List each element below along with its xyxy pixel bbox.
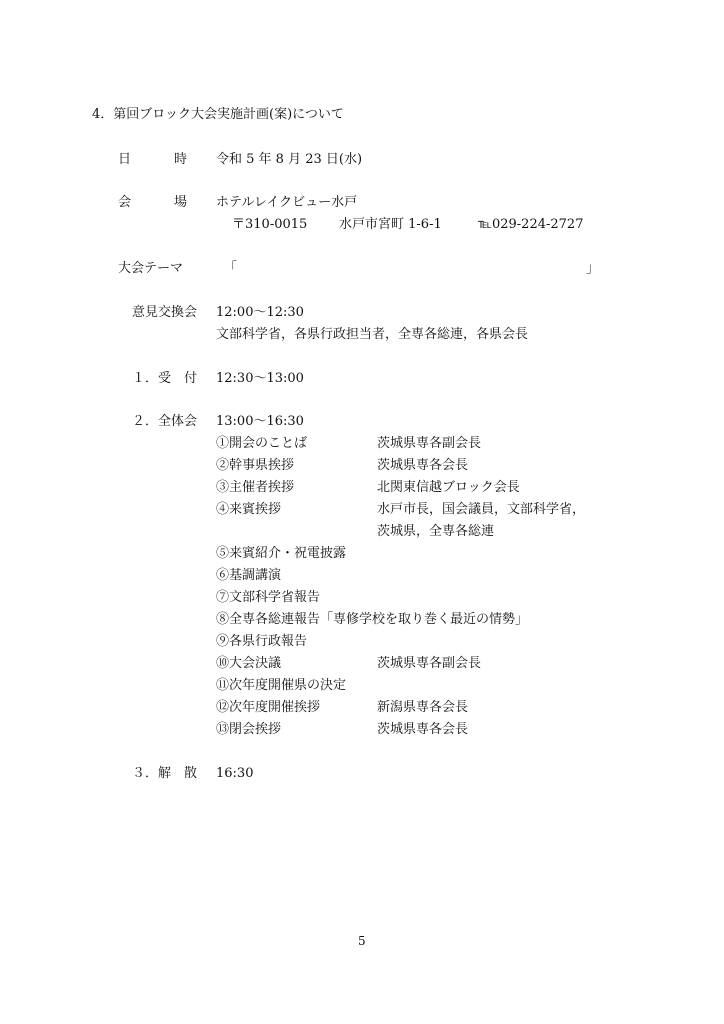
program-speaker: 茨城県専各会長 xyxy=(377,458,469,473)
plenary-time: 13:00～16:30 xyxy=(216,414,304,429)
program-speaker: 北関東信越ブロック会長 xyxy=(377,480,520,495)
program-item: ⑧全専各総連報告「専修学校を取り巻く最近の情勢」 xyxy=(216,612,529,627)
program-item: ⑦文部科学省報告 xyxy=(216,590,321,605)
date-value: 令和 5 年 8 月 23 日(水) xyxy=(216,152,363,167)
program-item: ⑨各県行政報告 xyxy=(216,634,308,649)
reception-label: １．受 付 xyxy=(132,371,198,386)
program-speaker-continued: 茨城県，全専各総連 xyxy=(377,524,495,539)
program-item: ⑫次年度開催挨拶 xyxy=(216,700,321,715)
program-item: ③主催者挨拶 xyxy=(216,480,295,495)
venue-postal: 〒310-0015 xyxy=(232,217,308,232)
program-speaker: 新潟県専各会長 xyxy=(377,700,469,715)
date-label-1: 日 xyxy=(118,152,132,167)
program-speaker: 茨城県専各会長 xyxy=(377,722,469,737)
exchange-participants: 文部科学省，各県行政担当者，全専各総連，各県会長 xyxy=(216,327,529,342)
venue-address: 水戸市宮町 1-6-1 xyxy=(339,217,442,232)
reception-time: 12:30～13:00 xyxy=(216,371,304,386)
dismissal-time: 16:30 xyxy=(216,766,254,781)
program-speaker: 茨城県専各副会長 xyxy=(377,436,482,451)
theme-close-bracket: 」 xyxy=(586,261,600,276)
theme-label: 大会テーマ xyxy=(118,261,184,276)
program-item: ⑪次年度開催県の決定 xyxy=(216,678,347,693)
venue-tel: ℡029-224-2727 xyxy=(478,217,584,232)
exchange-label: 意見交換会 xyxy=(132,305,198,320)
program-item: ⑬閉会挨拶 xyxy=(216,722,282,737)
date-label-2: 時 xyxy=(174,152,188,167)
program-speaker: 茨城県専各副会長 xyxy=(377,656,482,671)
theme-open-bracket: 「 xyxy=(224,261,238,276)
program-item: ⑤来賓紹介・祝電披露 xyxy=(216,546,347,561)
venue-name: ホテルレイクビュー水戸 xyxy=(216,195,358,210)
exchange-time: 12:00～12:30 xyxy=(216,305,304,320)
program-item: ⑥基調講演 xyxy=(216,568,282,583)
venue-label-1: 会 xyxy=(118,195,132,210)
program-item: ⑩大会決議 xyxy=(216,656,282,671)
venue-label-2: 場 xyxy=(174,195,188,210)
program-speaker: 水戸市長，国会議員，文部科学省， xyxy=(377,502,586,517)
section-title: 4．第回ブロック大会実施計画(案)について xyxy=(92,107,344,122)
program-item: ④来賓挨拶 xyxy=(216,502,282,517)
program-item: ②幹事県挨拶 xyxy=(216,458,295,473)
program-item: ①開会のことば xyxy=(216,436,308,451)
page-number: 5 xyxy=(358,934,366,948)
dismissal-label: ３．解 散 xyxy=(132,766,198,781)
plenary-label: ２．全体会 xyxy=(132,414,198,429)
